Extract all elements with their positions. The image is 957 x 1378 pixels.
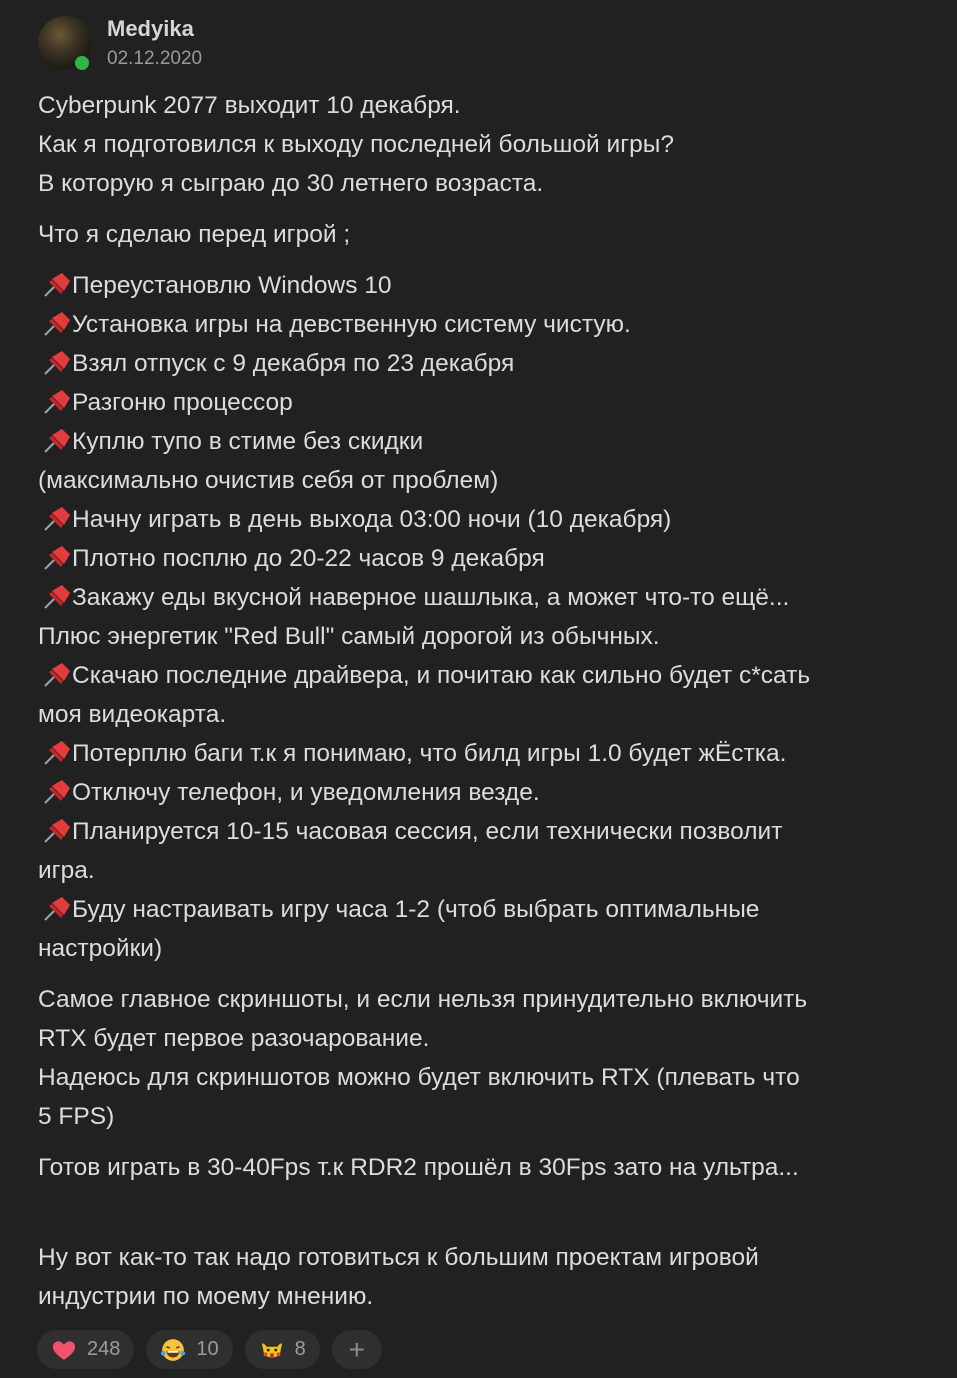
line-text: Самое главное скриншоты, и если нельзя принудительно включить: [38, 986, 808, 1013]
pushpin-icon: [40, 348, 72, 374]
paragraph: [38, 266, 938, 968]
post-body: [38, 86, 938, 1328]
line-text: Cyberpunk 2077 выходит 10 декабря.: [38, 92, 461, 119]
paragraph: [38, 980, 938, 1136]
pushpin-icon: [40, 309, 72, 335]
reactions-bar: [37, 1330, 382, 1369]
list-item: [38, 734, 938, 773]
list-item: [38, 266, 938, 305]
text-line: [38, 164, 938, 203]
line-text: Потерплю баги т.к я понимаю, что билд игры 1.0 будет жЁстка.: [72, 740, 787, 767]
pushpin-icon: [40, 426, 72, 452]
line-text: моя видеокарта.: [38, 701, 227, 728]
pushpin-icon: [40, 387, 72, 413]
line-text: Ну вот как-то так надо готовиться к большим проектам игровой: [38, 1244, 759, 1271]
list-item: [38, 578, 938, 617]
line-text: Скачаю последние драйвера, и почитаю как сильно будет с*сать: [72, 662, 811, 689]
author-name[interactable]: Medyika: [107, 16, 194, 41]
line-text: Как я подготовился к выходу последней большой игры?: [38, 131, 674, 158]
line-text: RTX будет первое разочарование.: [38, 1025, 430, 1052]
list-item: [38, 890, 938, 929]
text-line: [38, 1277, 938, 1316]
text-line: [38, 695, 938, 734]
list-item: [38, 539, 938, 578]
paragraph: [38, 215, 938, 254]
blank-line: [38, 1187, 938, 1226]
pushpin-icon: [40, 777, 72, 803]
list-item: [38, 422, 938, 461]
text-line: [38, 1019, 938, 1058]
line-text: Плюс энергетик "Red Bull" самый дорогой из обычных.: [38, 623, 660, 650]
line-text: Плотно посплю до 20-22 часов 9 декабря: [72, 545, 545, 572]
text-line: [38, 617, 938, 656]
line-text: Буду настраивать игру часа 1-2 (чтоб выбрать оптимальные: [72, 896, 760, 923]
text-line: [38, 1097, 938, 1136]
paragraph: [38, 1148, 938, 1226]
pushpin-icon: [40, 894, 72, 920]
line-text: игра.: [38, 857, 95, 884]
text-line: [38, 125, 938, 164]
text-line: [38, 851, 938, 890]
line-text: Переустановлю Windows 10: [72, 272, 392, 299]
text-line: [38, 86, 938, 125]
line-text: Установка игры на девственную систему чистую.: [72, 311, 631, 338]
line-text: Куплю тупо в стиме без скидки: [72, 428, 424, 455]
line-text: 5 FPS): [38, 1103, 115, 1130]
text-line: [38, 1238, 938, 1277]
line-text: Взял отпуск с 9 декабря по 23 декабря: [72, 350, 515, 377]
text-line: [38, 1058, 938, 1097]
reaction-count: 8: [294, 1338, 306, 1360]
pushpin-icon: [40, 504, 72, 530]
line-text: (максимально очистив себя от проблем): [38, 467, 499, 494]
reaction-laughing[interactable]: [146, 1330, 232, 1369]
reaction-count: 10: [196, 1338, 219, 1360]
post-date: 02.12.2020: [107, 48, 203, 69]
pushpin-icon: [40, 816, 72, 842]
pushpin-icon: [40, 270, 72, 296]
line-text: настройки): [38, 935, 163, 962]
laughing-tears-icon: [160, 1337, 186, 1363]
text-line: [38, 1148, 938, 1187]
list-item: [38, 773, 938, 812]
pushpin-icon: [40, 660, 72, 686]
line-text: Закажу еды вкусной наверное шашлыка, а может что-то ещё...: [72, 584, 790, 611]
line-text: В которую я сыграю до 30 летнего возраста.: [38, 170, 544, 197]
list-item: [38, 812, 938, 851]
line-text: Готов играть в 30-40Fps т.к RDR2 прошёл в 30Fps зато на ультра...: [38, 1154, 799, 1181]
line-text: Надеюсь для скриншотов можно будет включить RTX (плевать что: [38, 1064, 800, 1091]
pushpin-icon: [40, 543, 72, 569]
list-item: [38, 656, 938, 695]
text-line: [38, 929, 938, 968]
paragraph: [38, 1238, 938, 1316]
reaction-pikachu[interactable]: [245, 1330, 320, 1369]
reaction-count: 248: [87, 1338, 121, 1360]
list-item: [38, 344, 938, 383]
list-item: [38, 305, 938, 344]
pushpin-icon: [40, 738, 72, 764]
list-item: [38, 500, 938, 539]
paragraph: [38, 86, 938, 203]
text-line: [38, 980, 938, 1019]
line-text: Что я сделаю перед игрой ;: [38, 221, 351, 248]
heart-icon: [51, 1337, 77, 1363]
line-text: Отключу телефон, и уведомления везде.: [72, 779, 540, 806]
text-line: [38, 461, 938, 500]
pushpin-icon: [40, 582, 72, 608]
reaction-heart[interactable]: [37, 1330, 134, 1369]
text-line: [38, 215, 938, 254]
add-reaction-button[interactable]: +: [332, 1330, 382, 1369]
line-text: индустрии по моему мнению.: [38, 1283, 374, 1310]
online-status-indicator: [75, 56, 89, 70]
line-text: Начну играть в день выхода 03:00 ночи (10 декабря): [72, 506, 672, 533]
list-item: [38, 383, 938, 422]
line-text: Разгоню процессор: [72, 389, 293, 416]
surprised-pikachu-icon: [259, 1337, 285, 1363]
line-text: Планируется 10-15 часовая сессия, если технически позволит: [72, 818, 783, 845]
